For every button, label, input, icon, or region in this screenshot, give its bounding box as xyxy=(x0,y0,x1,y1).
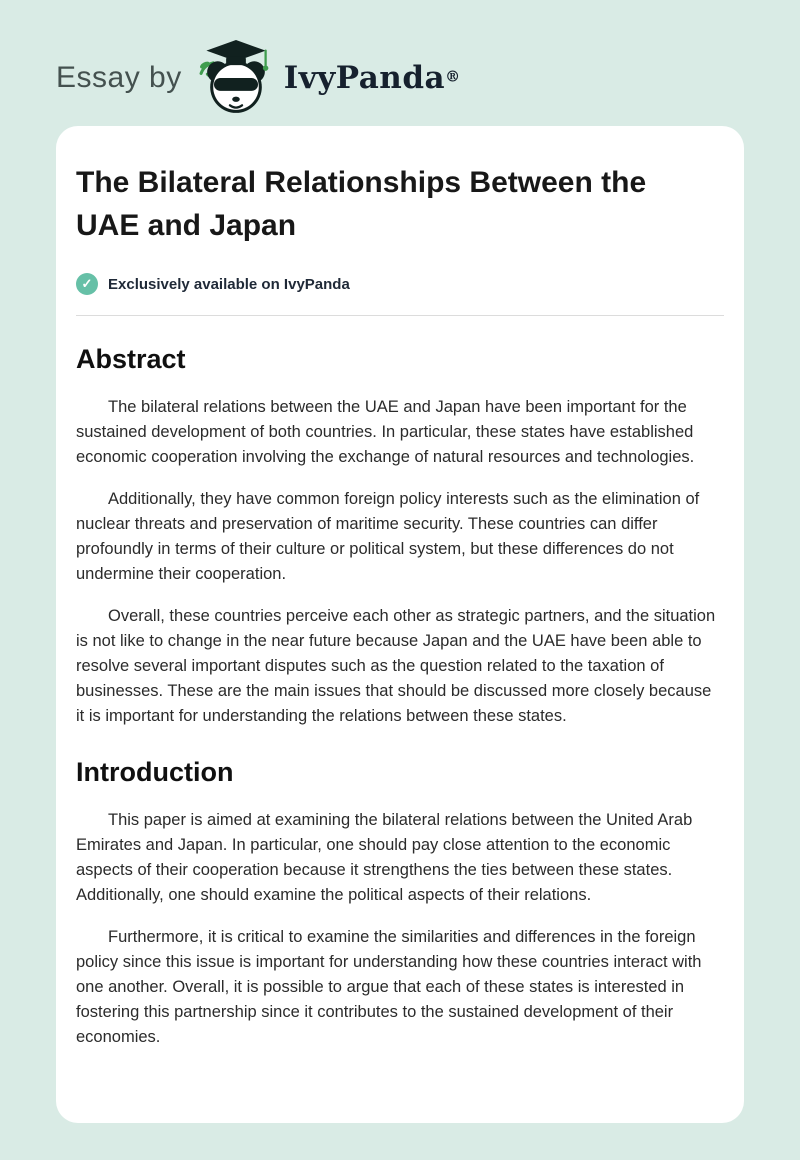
check-icon: ✓ xyxy=(76,273,98,295)
section-abstract xyxy=(76,344,724,729)
essay-card xyxy=(56,126,744,1123)
paragraph: Overall, these countries perceive each other as strategic partners, and the situation is not like to change in the near future because Japan and the UAE have been able to resolve several important disputes such as the question related to the taxation of businesses. These are the main issues that should be discussed more closely because it is important for understanding the relations between these states. xyxy=(76,607,716,726)
section-heading-introduction: Introduction xyxy=(76,757,234,788)
brand-name: IvyPanda xyxy=(283,60,446,96)
panda-graduate-icon xyxy=(198,37,274,119)
registered-mark: ® xyxy=(445,67,461,86)
ivypanda-logo xyxy=(198,37,274,119)
brand-wordmark xyxy=(284,60,460,96)
paragraph: The bilateral relations between the UAE and Japan have been important for the sustained development of both countries. In particular, these states have established economic cooperation involving the exchange of natural resources and technologies. xyxy=(76,398,695,467)
badge-label: Exclusively available on IvyPanda xyxy=(108,275,350,293)
site-header xyxy=(0,0,800,122)
essay-by-label: Essay by xyxy=(56,61,182,94)
availability-badge xyxy=(76,273,724,295)
paragraph: This paper is aimed at examining the bilateral relations between the United Arab Emirates and Japan. In particular, one should pay close attention to the economic aspects of their cooperation because it strengthens the ties between these states. Additionally, one should examine the political aspects of their relations. xyxy=(76,811,693,905)
paragraph: Furthermore, it is critical to examine the similarities and differences in the foreign policy since this issue is important for understanding how these countries interact with one another. Overall, it is possible to argue that each of these states is interested in fostering this partnership since it contributes to the sustained development of their economies. xyxy=(76,928,702,1047)
section-heading-abstract: Abstract xyxy=(76,344,186,375)
section-introduction xyxy=(76,757,724,1050)
page-title: The Bilateral Relationships Between the UAE and Japan xyxy=(76,166,647,242)
divider xyxy=(76,315,724,316)
paragraph: Additionally, they have common foreign policy interests such as the elimination of nuclear threats and preservation of maritime security. These countries can differ profoundly in terms of their culture or political system, but these differences do not undermine their cooperation. xyxy=(76,490,700,584)
